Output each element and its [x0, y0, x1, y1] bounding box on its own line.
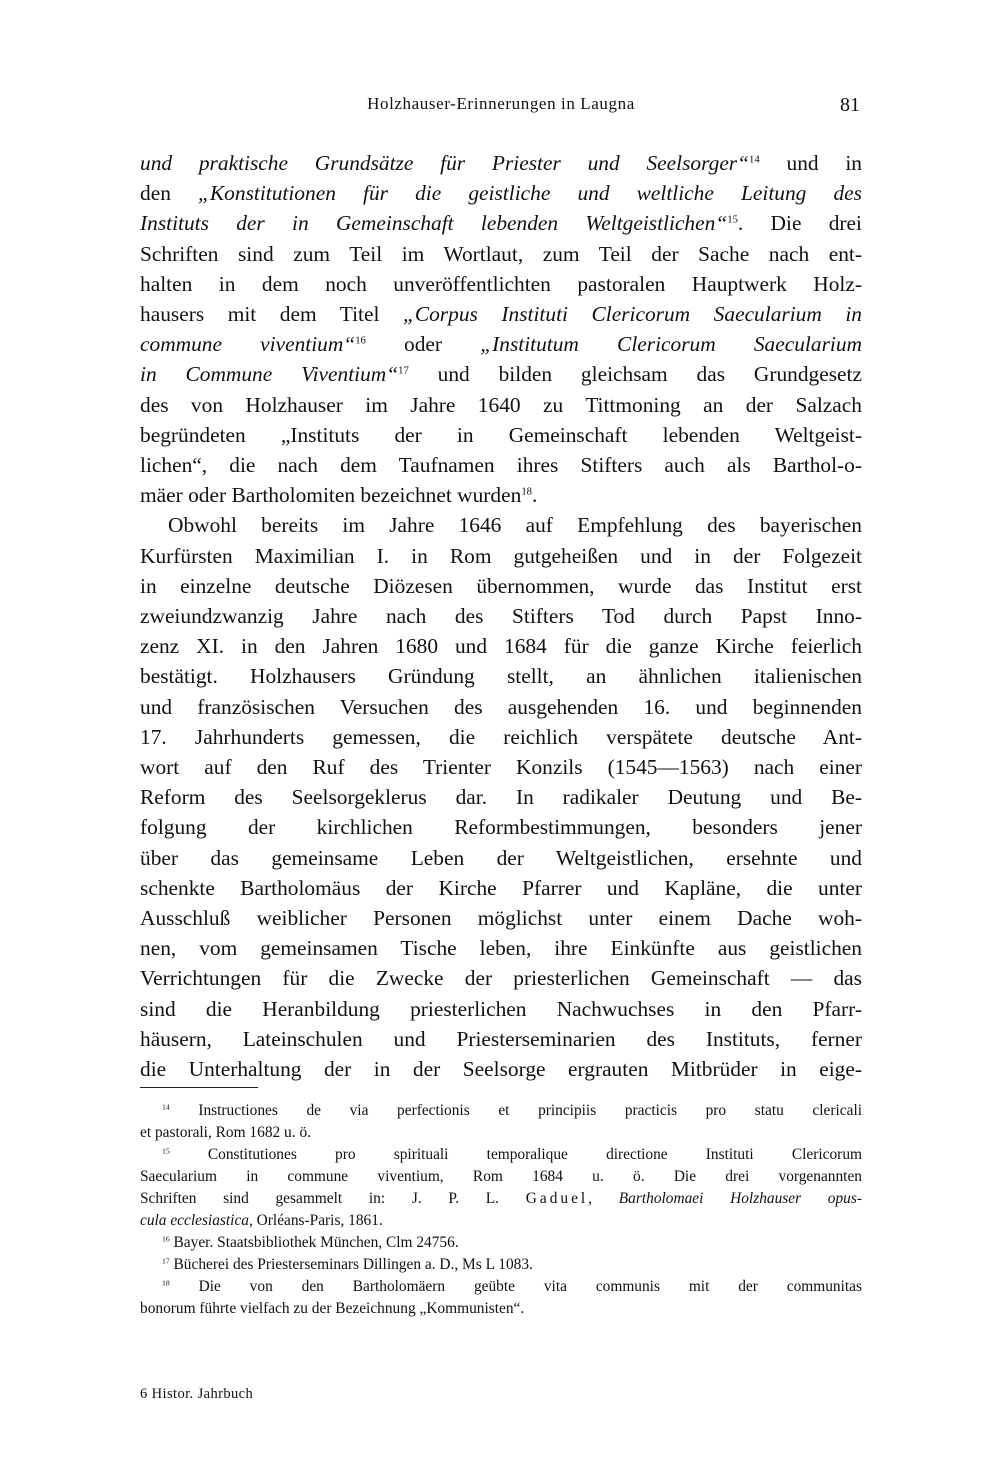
footnote-ref: 16: [355, 334, 366, 347]
running-title: Holzhauser-Erinnerungen in Laugna: [367, 94, 635, 113]
text-line: folgung der kirchlichen Reformbestimmungen, besonders jener: [140, 815, 862, 840]
text-line: [140, 178, 862, 208]
italic-title: und praktische Grundsätze für Priester und Seelsorger“: [140, 151, 750, 175]
footnote-15: [140, 1144, 862, 1232]
text-line: [140, 480, 862, 510]
italic-title: „Institutum Clericorum Saecularium: [480, 332, 862, 357]
text-run: den: [140, 181, 199, 206]
footnote-number: 16: [162, 1234, 170, 1244]
italic-title: cula ecclesiastica,: [140, 1212, 253, 1229]
text-line: [140, 1232, 862, 1254]
italic-title: „Konstitutionen für die geistliche und weltliche Leitung des: [198, 181, 862, 206]
footnotes: [140, 1100, 862, 1320]
text-run: Instructiones de via perfectionis et principiis practicis pro statu clericali: [198, 1102, 862, 1119]
text-line: zenz XI. in den Jahren 1680 und 1684 für die ganze Kirche feierlich: [140, 634, 862, 659]
text-line: Obwohl bereits im Jahre 1646 auf Empfehlung des bayerischen: [168, 513, 862, 538]
footnote-number: 15: [162, 1146, 170, 1156]
text-line: bonorum führte vielfach zu der Bezeichnung „Kommunisten“.: [140, 1300, 525, 1317]
author-name: Gaduel: [525, 1190, 589, 1207]
text-run: und bilden gleichsam das Grundgesetz: [408, 362, 862, 387]
text-line: zweiundzwanzig Jahre nach des Stifters Tod durch Papst Inno-: [140, 604, 862, 629]
text-line: Verrichtungen für die Zwecke der priesterlichen Gemeinschaft — das: [140, 966, 862, 991]
page-number: 81: [840, 94, 860, 116]
text-line: [140, 148, 862, 178]
text-line: Ausschluß weiblicher Personen möglichst unter einem Dache woh-: [140, 906, 862, 931]
text-line: halten in dem noch unveröffentlichten pastoralen Hauptwerk Holz-: [140, 271, 862, 296]
footnote-ref: 14: [749, 153, 760, 166]
paragraph-1: [140, 148, 862, 510]
text-line: [140, 1188, 862, 1210]
text-line: 17. Jahrhunderts gemessen, die reichlich verspätete deutsche Ant-: [140, 724, 862, 749]
italic-title: commune viventium“: [140, 332, 356, 357]
footnote-17: [140, 1254, 862, 1276]
footnote-separator: [140, 1087, 258, 1088]
text-line: Kurfürsten Maximilian I. in Rom gutgeheißen und in der Folgezeit: [140, 543, 862, 568]
text-line: [140, 1254, 862, 1276]
footnote-14: [140, 1100, 862, 1144]
text-line: begründeten „Instituts der in Gemeinschaft lebenden Weltgeist-: [140, 422, 862, 447]
text-run: und in: [759, 151, 862, 175]
text-line: lichen“, die nach dem Taufnamen ihres Stifters auch als Barthol-o-: [140, 453, 862, 478]
text-run: .: [532, 483, 538, 508]
text-line: wort auf den Ruf des Trienter Konzils (1545—1563) nach einer: [140, 755, 862, 780]
text-line: des von Holzhauser im Jahre 1640 zu Tittmoning an der Salzach: [140, 392, 862, 417]
text-run: Bücherei des Priesterseminars Dillingen a. D., Ms L 1083.: [173, 1256, 533, 1273]
footnote-ref: 18: [521, 485, 533, 498]
text-line: in einzelne deutsche Diözesen übernommen, wurde das Institut erst: [140, 573, 862, 598]
page-header: [140, 94, 862, 126]
text-line: häusern, Lateinschulen und Priesterseminarien des Instituts, ferner: [140, 1026, 862, 1051]
italic-title: Instituts der in Gemeinschaft lebenden Weltgeistlichen“: [140, 211, 728, 236]
text-line: [140, 1210, 862, 1232]
text-run: Orléans-Paris, 1861.: [252, 1212, 383, 1229]
text-line: [140, 329, 862, 359]
main-text: [140, 148, 862, 1084]
text-line: bestätigt. Holzhausers Gründung stellt, an ähnlichen italienischen: [140, 664, 862, 689]
text-run: oder: [365, 332, 481, 357]
footnote-ref: 17: [398, 364, 409, 377]
text-line: [140, 1144, 862, 1166]
text-line: [140, 1100, 862, 1122]
text-run: Bayer. Staatsbibliothek München, Clm 24756.: [173, 1234, 459, 1251]
text-run: . Die drei: [737, 211, 862, 236]
footnote-number: 17: [162, 1256, 170, 1266]
text-run: Die von den Bartholomäern geübte vita communis mit der communitas: [198, 1278, 862, 1295]
text-line: Schriften sind zum Teil im Wortlaut, zum Teil der Sache nach ent-: [140, 241, 862, 266]
footnote-ref: 15: [727, 213, 738, 226]
text-line: [140, 1276, 862, 1298]
text-line: Saecularium in commune viventium, Rom 1684 u. ö. Die drei vorgenannten: [140, 1168, 862, 1185]
text-line: [140, 208, 862, 238]
footnote-18: [140, 1276, 862, 1320]
text-run: hausers mit dem Titel: [140, 302, 403, 327]
italic-title: in Commune Viventium“: [140, 362, 399, 387]
text-line: Reform des Seelsorgeklerus dar. In radikaler Deutung und Be-: [140, 785, 862, 810]
footnote-number: 18: [162, 1278, 170, 1288]
text-line: nen, vom gemeinsamen Tische leben, ihre Einkünfte aus geistlichen: [140, 936, 862, 961]
text-line: und französischen Versuchen des ausgehenden 16. und beginnenden: [140, 694, 862, 719]
text-run: Constitutiones pro spirituali temporalique directione Instituti Clericorum: [207, 1146, 862, 1163]
italic-title: „Corpus Instituti Clericorum Saecularium in: [402, 302, 862, 327]
text-line: [140, 299, 862, 329]
text-run: mäer oder Bartholomiten bezeichnet wurden: [140, 483, 522, 508]
text-run: ,: [588, 1190, 619, 1207]
footnote-number: 14: [162, 1102, 170, 1112]
text-line: et pastorali, Rom 1682 u. ö.: [140, 1124, 311, 1141]
italic-title: Bartholomaei Holzhauser opus-: [618, 1190, 862, 1207]
printer-signature: 6 Histor. Jahrbuch: [140, 1386, 254, 1402]
paragraph-2: [140, 510, 862, 1084]
text-run: Schriften sind gesammelt in: J. P. L.: [140, 1190, 526, 1207]
footnote-16: [140, 1232, 862, 1254]
text-line: über das gemeinsame Leben der Weltgeistlichen, ersehnte und: [140, 845, 862, 870]
text-line: die Unterhaltung der in der Seelsorge ergrauten Mitbrüder in eige-: [140, 1057, 862, 1082]
text-line: schenkte Bartholomäus der Kirche Pfarrer und Kapläne, die unter: [140, 875, 862, 900]
text-line: [140, 359, 862, 389]
text-line: sind die Heranbildung priesterlichen Nachwuchses in den Pfarr-: [140, 996, 862, 1021]
